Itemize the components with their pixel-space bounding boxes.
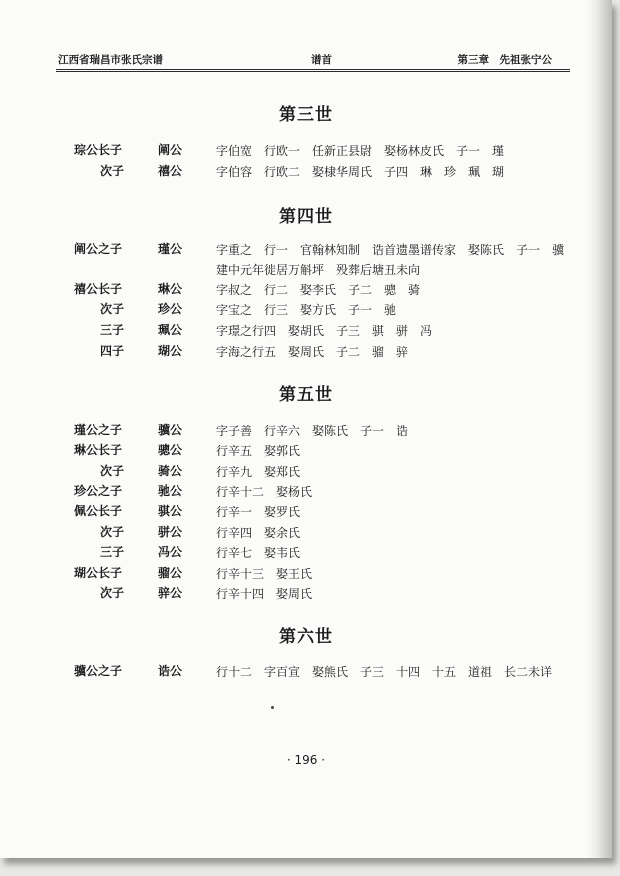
generation-title-6: 第六世 xyxy=(279,627,333,647)
page-number: · 196 · xyxy=(286,753,326,767)
entry-relation: 琳公长子 xyxy=(74,443,123,457)
genealogy-entry xyxy=(0,502,612,524)
header-rule xyxy=(56,69,570,70)
generation-title-3: 第三世 xyxy=(279,105,333,125)
genealogy-entry xyxy=(0,482,612,504)
entry-description: 字璟之行四 娶胡氏 子三 骐 骈 冯 xyxy=(216,324,433,338)
header-chapter: 第三章 先祖张宁公 xyxy=(457,54,552,66)
genealogy-entry xyxy=(0,441,612,463)
entry-name: 禧公 xyxy=(158,164,183,178)
header-book-title: 江西省瑞昌市张氏宗谱 xyxy=(58,54,163,66)
generation-title-4: 第四世 xyxy=(279,207,333,227)
entry-relation: 骥公之子 xyxy=(74,664,123,678)
entry-relation: 瑾公之子 xyxy=(74,423,123,437)
entry-relation: 珍公之子 xyxy=(74,484,123,498)
generation-title-5: 第五世 xyxy=(279,385,333,405)
entry-relation: 阐公之子 xyxy=(74,242,123,256)
entry-description: 字子善 行辛六 娶陈氏 子一 诰 xyxy=(216,424,409,438)
entry-name: 阐公 xyxy=(158,143,183,157)
genealogy-entry xyxy=(0,523,612,545)
entry-relation: 禧公长子 xyxy=(74,282,123,296)
entry-relation: 瑚公长子 xyxy=(74,566,123,580)
entry-description: 字重之 行一 官翰林知制 诰首遗墨谱传家 娶陈氏 子一 骥 建中元年徙居万斛坪 殁葬后塘丑未向 xyxy=(216,243,577,277)
entry-description: 行十二 字百宣 娶熊氏 子三 十四 十五 道祖 长二未详 xyxy=(216,665,553,679)
entry-name: 骝公 xyxy=(158,566,183,580)
entry-name: 冯公 xyxy=(158,545,183,559)
genealogy-entry xyxy=(0,280,612,302)
entry-relation: 次子 xyxy=(100,164,125,178)
entry-description: 字宝之 行三 娶方氏 子一 驰 xyxy=(216,303,397,317)
genealogy-entry xyxy=(0,564,612,586)
scan-speck xyxy=(271,706,274,709)
entry-name: 珮公 xyxy=(158,323,183,337)
genealogy-entry xyxy=(0,421,612,443)
entry-relation: 次子 xyxy=(100,525,125,539)
entry-description: 行辛十二 娶杨氏 xyxy=(216,485,313,499)
genealogy-entry xyxy=(0,584,612,606)
genealogy-entry xyxy=(0,240,612,282)
entry-relation: 三子 xyxy=(100,323,125,337)
genealogy-entry xyxy=(0,321,612,343)
entry-description: 行辛四 娶余氏 xyxy=(216,526,301,540)
running-header xyxy=(58,52,552,70)
genealogy-entry xyxy=(0,300,612,322)
entry-relation: 四子 xyxy=(100,344,125,358)
entry-description: 行辛十三 娶王氏 xyxy=(216,567,313,581)
entry-relation: 次子 xyxy=(100,302,125,316)
header-section: 谱首 xyxy=(311,54,332,66)
genealogy-entry xyxy=(0,162,612,184)
entry-name: 骢公 xyxy=(158,443,183,457)
genealogy-entry xyxy=(0,543,612,565)
entry-relation: 次子 xyxy=(100,586,125,600)
entry-name: 骐公 xyxy=(158,504,183,518)
entry-relation: 琮公长子 xyxy=(74,143,123,157)
entry-description: 行辛九 娶郑氏 xyxy=(216,465,301,479)
genealogy-entry xyxy=(0,141,612,163)
entry-description: 行辛七 娶韦氏 xyxy=(216,546,301,560)
genealogy-entry xyxy=(0,662,612,704)
entry-name: 诰公 xyxy=(158,664,183,678)
entry-description: 行辛一 娶罗氏 xyxy=(216,505,301,519)
entry-name: 珍公 xyxy=(158,302,183,316)
entry-relation: 佩公长子 xyxy=(74,504,123,518)
entry-name: 骑公 xyxy=(158,464,183,478)
genealogy-entry xyxy=(0,342,612,364)
entry-name: 骈公 xyxy=(158,525,183,539)
entry-description: 字叔之 行二 娶李氏 子二 骢 骑 xyxy=(216,283,421,297)
entry-name: 瑾公 xyxy=(158,242,183,256)
genealogy-entry xyxy=(0,462,612,484)
entry-name: 瑚公 xyxy=(158,344,183,358)
entry-description: 行辛十四 娶周氏 xyxy=(216,587,313,601)
entry-relation: 三子 xyxy=(100,545,125,559)
entry-name: 驰公 xyxy=(158,484,183,498)
entry-name: 骍公 xyxy=(158,586,183,600)
entry-description: 字伯宽 行欧一 任新正县尉 娶杨林皮氏 子一 瑾 xyxy=(216,144,505,158)
entry-relation: 次子 xyxy=(100,464,125,478)
entry-description: 行辛五 娶郭氏 xyxy=(216,444,301,458)
entry-name: 琳公 xyxy=(158,282,183,296)
entry-name: 骥公 xyxy=(158,423,183,437)
entry-description: 字伯容 行欧二 娶棣华周氏 子四 琳 珍 珮 瑚 xyxy=(216,165,505,179)
entry-description: 字海之行五 娶周氏 子二 骝 骍 xyxy=(216,345,409,359)
header-rule-secondary xyxy=(56,71,570,72)
